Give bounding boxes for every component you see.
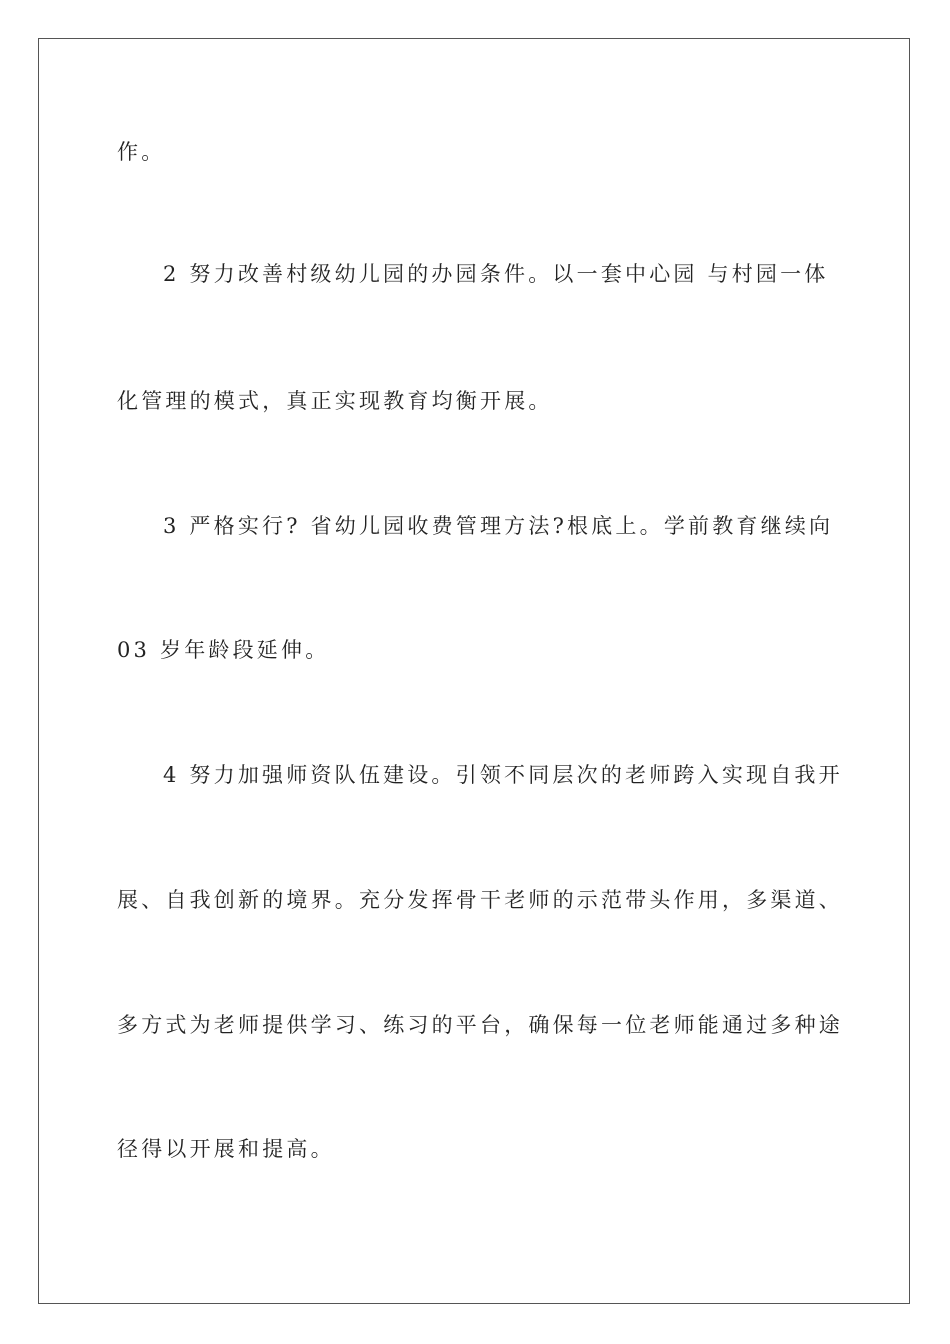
text-line-5: 03 岁年龄段延伸。: [117, 638, 330, 662]
text-line-6: 4 努力加强师资队伍建设。引领不同层次的老师跨入实现自我开: [163, 763, 843, 787]
text-line-8: 多方式为老师提供学习、练习的平台，确保每一位老师能通过多种途: [117, 1013, 843, 1037]
text-line-4: 3 严格实行? 省幼儿园收费管理方法?根底上。学前教育继续向: [163, 514, 834, 538]
text-line-9: 径得以开展和提高。: [117, 1137, 335, 1161]
text-line-7: 展、自我创新的境界。充分发挥骨干老师的示范带头作用，多渠道、: [117, 888, 843, 912]
text-line-1: 作。: [117, 140, 166, 164]
page-border: [38, 38, 910, 1304]
text-line-2: 2 努力改善村级幼儿园的办园条件。以一套中心园 与村园一体: [163, 262, 829, 286]
text-line-3: 化管理的模式，真正实现教育均衡开展。: [117, 389, 553, 413]
